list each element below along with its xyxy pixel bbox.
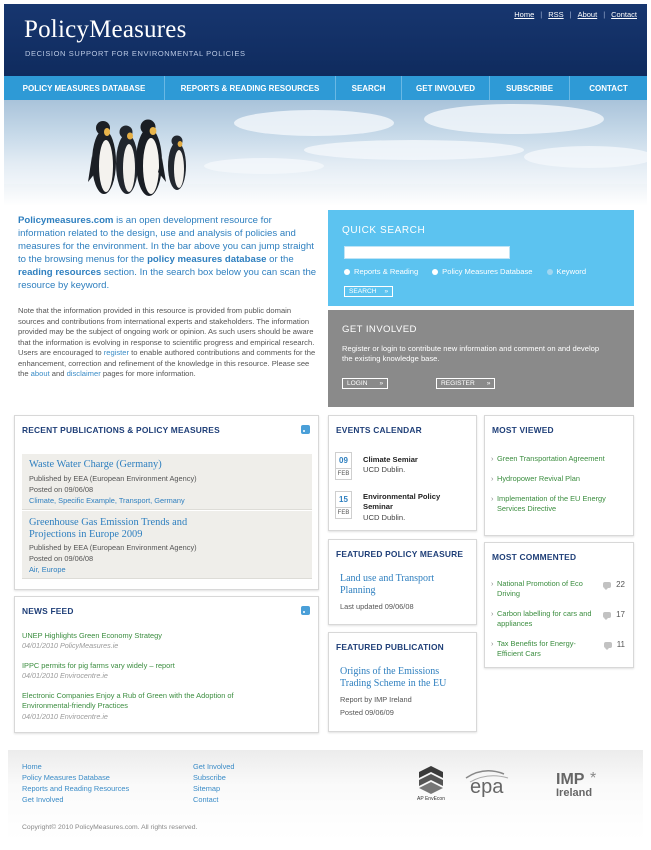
page [4, 4, 647, 850]
featured-publication-posted: Posted 09/06/09 [340, 708, 394, 717]
top-link-home[interactable]: Home [514, 10, 535, 19]
note-text-2: to enable authored contributions and comments for the enhancement, correction and refinement of the knowledge in this resource. Please see the [18, 348, 316, 378]
recent-publications-title: RECENT PUBLICATIONS & POLICY MEASURES [22, 425, 220, 435]
news-item-title[interactable]: IPPC permits for pig farms vary widely – report [22, 661, 175, 670]
imp-ireland-label: Ireland [556, 787, 593, 799]
comment-count-value: 11 [616, 640, 625, 649]
comment-count-value: 22 [616, 580, 625, 589]
comment-count [603, 580, 625, 589]
event-location: UCD Dublin. [363, 513, 406, 522]
asterisk-icon: * [590, 770, 597, 787]
publication-posted: Posted on 09/06/08 [29, 554, 94, 563]
nav-search[interactable]: SEARCH [336, 76, 402, 100]
most-viewed-title: MOST VIEWED [492, 425, 554, 435]
most-commented-label[interactable]: › Tax Benefits for Energy-Efficient Cars [497, 639, 576, 658]
featured-publication-report: Report by IMP Ireland [340, 695, 412, 704]
featured-publication-title: FEATURED PUBLICATION [336, 642, 444, 652]
most-commented-title: MOST COMMENTED [492, 552, 577, 562]
site-footer [8, 750, 643, 840]
intro-site-name[interactable]: Policymeasures.com [18, 215, 114, 226]
epa-label: epa [470, 776, 504, 798]
top-link-about[interactable]: About [577, 10, 598, 19]
intro-link-policy-measures[interactable]: policy measures database [147, 254, 267, 265]
featured-publication-link[interactable]: Origins of the Emissions Trading Scheme in the EU [340, 666, 447, 689]
featured-measure-updated: Last updated 09/06/08 [340, 602, 414, 611]
publication-item[interactable] [22, 511, 312, 579]
comment-count [604, 640, 625, 649]
penguin-banner [4, 100, 647, 206]
rss-icon[interactable] [301, 425, 310, 434]
news-item-meta: 04/01/2010 Envirocentre.ie [22, 712, 108, 721]
most-viewed-item[interactable] [492, 474, 628, 484]
news-item-title[interactable]: UNEP Highlights Green Economy Strategy [22, 631, 162, 640]
nav-policy-measures-database[interactable]: POLICY MEASURES DATABASE [4, 76, 165, 100]
site-header [4, 4, 647, 76]
news-item-meta: 04/01/2010 Envirocentre.ie [22, 671, 108, 680]
nav-reports-reading-resources[interactable]: REPORTS & READING RESOURCES [165, 76, 336, 100]
footer-link-home[interactable]: Home [22, 762, 42, 771]
featured-measure-link[interactable]: Land use and Transport Planning [340, 573, 435, 596]
most-viewed-item[interactable] [492, 494, 628, 514]
get-involved-text: Register or login to contribute new information and comment on and develop the existing knowledge base. [342, 344, 600, 363]
most-commented-panel [484, 542, 634, 668]
most-commented-item[interactable] [492, 579, 592, 599]
note-disclaimer-link[interactable]: disclaimer [66, 369, 101, 378]
intro-text-3: section. In the search box below you can scan the resource by keyword. [18, 267, 317, 291]
news-item-meta: 04/01/2010 PolicyMeasures.ie [22, 641, 119, 650]
site-logo[interactable]: PolicyMeasures [24, 16, 187, 43]
copyright: Copyright© 2010 PolicyMeasures.com. All rights reserved. [22, 824, 198, 831]
arrow-right-icon: » [384, 288, 389, 295]
footer-link-reports-reading[interactable]: Reports and Reading Resources [22, 784, 130, 793]
most-commented-label[interactable]: › National Promotion of Eco Driving [497, 579, 583, 598]
search-button[interactable] [344, 286, 393, 297]
comment-bubble-icon [603, 582, 611, 588]
option-reports-reading[interactable] [344, 267, 418, 276]
event-location: UCD Dublin. [363, 465, 406, 474]
site-tagline: DECISION SUPPORT FOR ENVIRONMENTAL POLICIES [25, 49, 246, 58]
event-day: 15 [336, 492, 351, 508]
nav-contact[interactable]: CONTACT [589, 83, 628, 93]
publication-tags[interactable]: Climate, Specific Example, Transport, Germany [29, 496, 185, 505]
get-involved-box [328, 310, 634, 407]
ap-envecon-logo [415, 764, 447, 804]
publication-posted: Posted on 09/06/08 [29, 485, 94, 494]
comment-count [603, 610, 625, 619]
option-policy-measures-db[interactable] [432, 267, 532, 276]
arrow-right-icon: » [379, 380, 384, 387]
publication-title[interactable]: Waste Water Charge (Germany) [29, 459, 162, 470]
footer-link-subscribe[interactable]: Subscribe [193, 773, 226, 782]
event-title[interactable]: Climate Semiar [363, 455, 418, 464]
search-input[interactable] [344, 246, 510, 259]
option-label: Keyword [556, 267, 587, 276]
footer-link-policy-measures-database[interactable]: Policy Measures Database [22, 773, 110, 782]
disclaimer-note [18, 306, 318, 380]
featured-policy-measure-panel [328, 539, 477, 625]
event-title[interactable]: Environmental Policy Seminar [363, 492, 441, 511]
epa-logo [464, 768, 534, 800]
comment-bubble-icon [604, 642, 612, 648]
most-commented-item[interactable] [492, 609, 592, 629]
intro-link-reading-resources[interactable]: reading resources [18, 267, 102, 278]
top-links [514, 10, 637, 19]
publication-title[interactable]: Greenhouse Gas Emission Trends and Projections in Europe 2009 [29, 517, 188, 540]
quick-search-title: QUICK SEARCH [342, 225, 426, 236]
nav-get-involved[interactable]: GET INVOLVED [402, 76, 490, 100]
note-text-4: pages for more information. [100, 369, 196, 378]
most-viewed-label[interactable]: › Implementation of the EU Energy Services Directive [497, 494, 606, 513]
intro-text [18, 214, 318, 292]
comment-count-value: 17 [616, 610, 625, 619]
search-button-label: SEARCH [349, 288, 377, 295]
radio-icon[interactable] [344, 269, 350, 275]
arrow-right-icon: » [486, 380, 491, 387]
note-text-3: and [49, 369, 67, 378]
imp-label: IMP [556, 771, 585, 788]
footer-link-get-involved[interactable]: Get Involved [22, 795, 64, 804]
radio-icon[interactable] [547, 269, 553, 275]
option-label: Policy Measures Database [442, 267, 533, 276]
intro-text-2: or the [266, 254, 294, 265]
option-label: Reports & Reading [354, 267, 419, 276]
register-label: REGISTER [441, 380, 475, 387]
event-date-badge [335, 452, 352, 480]
note-text-1: Note that the information provided in this resource is provided from public domain sources and contributions from international experts and stakeholders. The information provided may be the subject of ongoing work or opinion. As such users should be aware that the information is evolving in response to scientific progress and empirical research. Users are encouraged to [18, 306, 315, 357]
ap-envecon-label: AP EnvEcon [417, 796, 445, 802]
login-label: LOGIN [347, 380, 368, 387]
publication-publisher: Published by EEA (European Environment Agency) [29, 543, 197, 552]
event-month: FEB [337, 471, 350, 477]
get-involved-title: GET INVOLVED [342, 324, 417, 335]
most-commented-item[interactable] [492, 639, 592, 659]
intro-text-1: is an open development resource for information related to the design, use and analysis of policies and measures for the environment. In the bar above you can jump straight to the browsing menus for the [18, 215, 314, 265]
publication-tags[interactable]: Air, Europe [29, 565, 66, 574]
search-options [344, 267, 586, 276]
recent-publications-panel [14, 415, 319, 590]
footer-link-get-involved-2[interactable]: Get Involved [193, 762, 235, 771]
quick-search-box [328, 210, 634, 306]
imp-ireland-logo [556, 770, 597, 799]
event-day: 09 [336, 453, 351, 469]
radio-icon[interactable] [432, 269, 438, 275]
featured-policy-measure-title: FEATURED POLICY MEASURE [336, 549, 464, 559]
event-month: FEB [337, 510, 350, 516]
most-viewed-label[interactable]: › Hydropower Revival Plan [497, 474, 580, 483]
top-link-separator: | [569, 10, 572, 19]
rss-icon[interactable] [301, 606, 310, 615]
news-item-title[interactable]: Electronic Companies Enjoy a Rub of Green with the Adoption of Environmental-friendly Practices [22, 691, 234, 710]
news-feed-title: NEWS FEED [22, 606, 74, 616]
top-link-rss[interactable]: RSS [548, 10, 564, 19]
comment-bubble-icon [603, 612, 611, 618]
penguins-image [4, 100, 647, 206]
events-calendar-panel [328, 415, 477, 531]
register-button[interactable] [436, 378, 495, 389]
login-button[interactable] [342, 378, 388, 389]
news-feed-panel [14, 596, 319, 733]
publication-item[interactable] [22, 454, 312, 510]
top-link-contact[interactable]: Contact [611, 10, 637, 19]
note-about-link[interactable]: about [30, 369, 50, 378]
nav-subscribe[interactable]: SUBSCRIBE [490, 76, 570, 100]
note-register-link[interactable]: register [103, 348, 130, 357]
most-viewed-panel [484, 415, 634, 536]
events-calendar-title: EVENTS CALENDAR [336, 425, 422, 435]
most-viewed-label[interactable]: › Green Transportation Agreement [497, 454, 605, 463]
option-keyword[interactable] [547, 267, 587, 276]
top-link-separator: | [540, 10, 543, 19]
top-link-separator: | [603, 10, 606, 19]
main-nav [4, 76, 647, 100]
most-viewed-item[interactable] [492, 454, 628, 464]
footer-link-contact[interactable]: Contact [193, 795, 219, 804]
event-date-badge [335, 491, 352, 519]
footer-link-sitemap[interactable]: Sitemap [193, 784, 221, 793]
featured-publication-panel [328, 632, 477, 732]
most-commented-label[interactable]: › Carbon labelling for cars and appliances [497, 609, 592, 628]
publication-publisher: Published by EEA (European Environment Agency) [29, 474, 197, 483]
